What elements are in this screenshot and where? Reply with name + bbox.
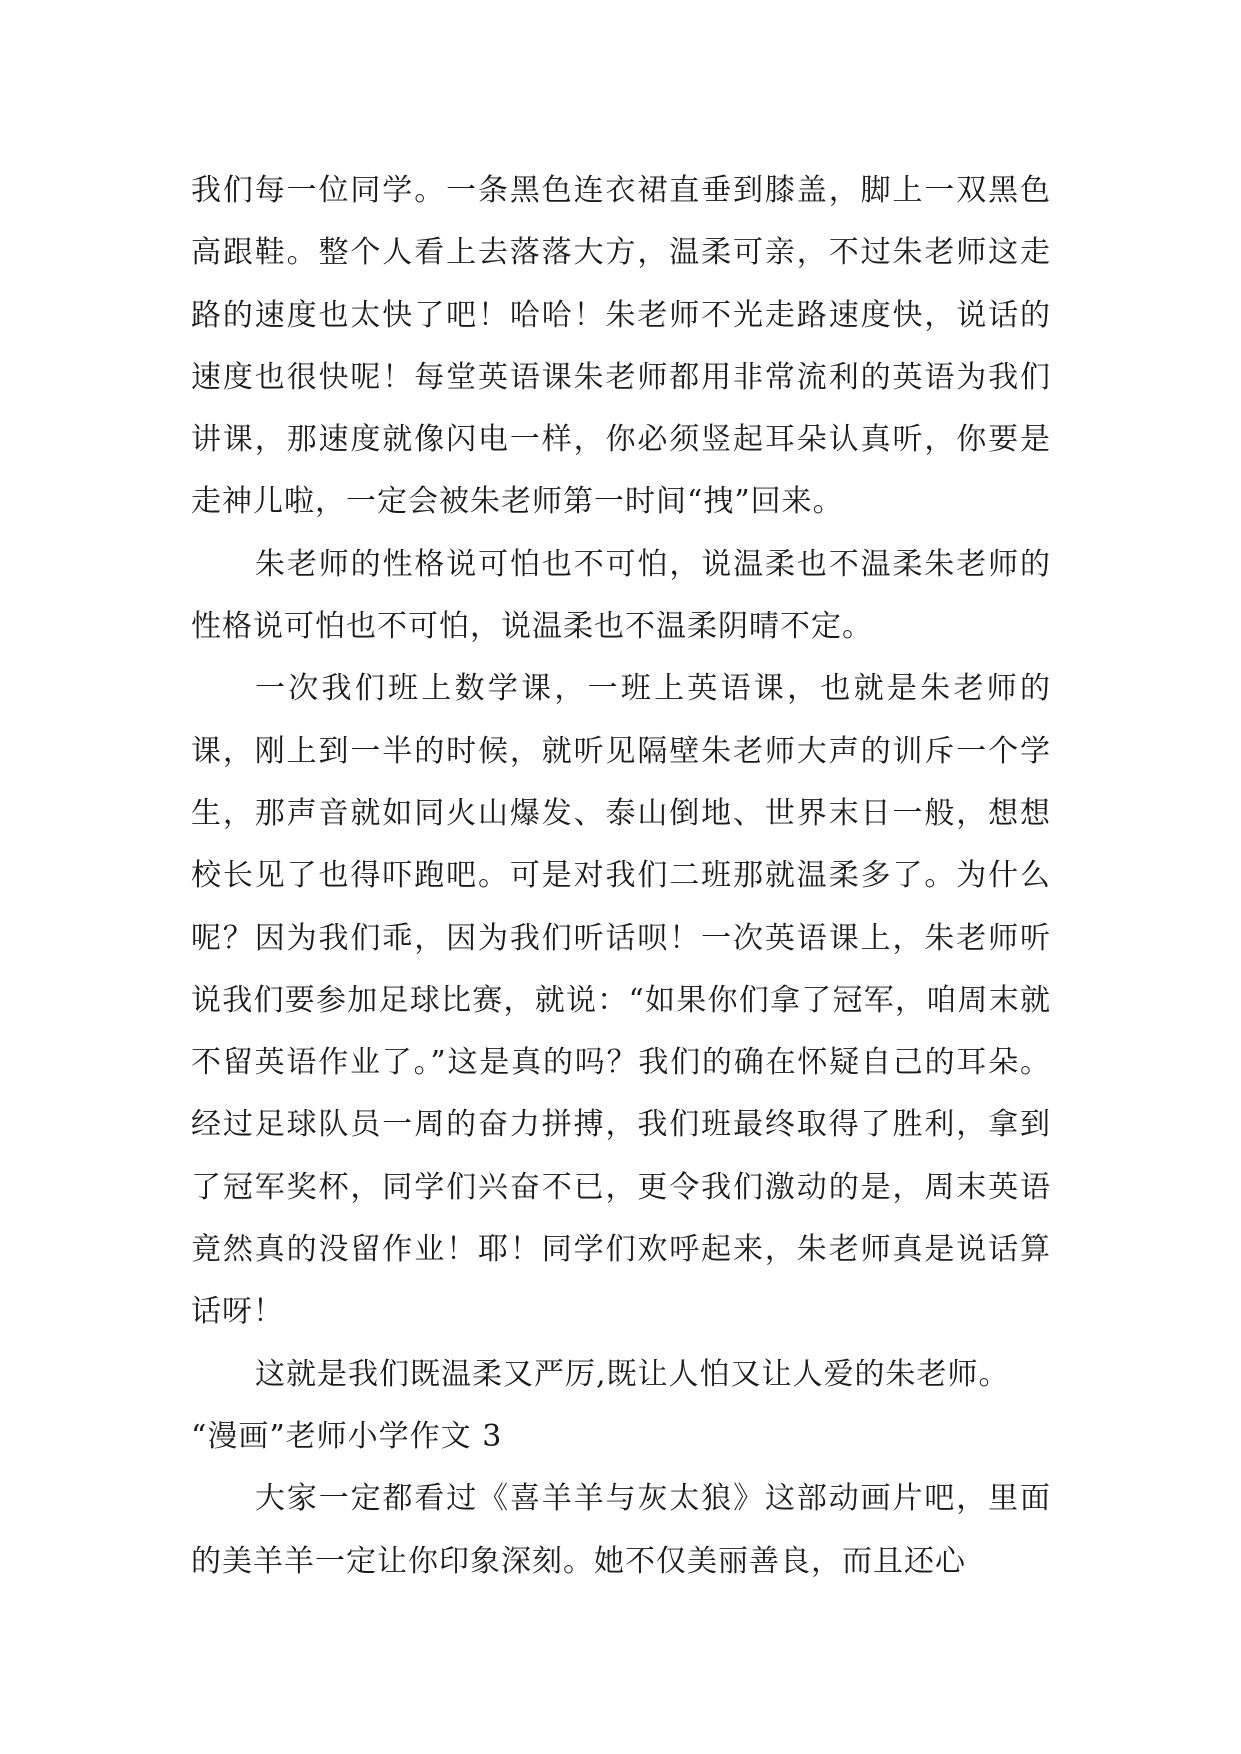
- paragraph-teacher-appearance: 我们每一位同学。一条黑色连衣裙直垂到膝盖，脚上一双黑色高跟鞋。整个人看上去落落大方，温柔可亲，不过朱老师这走路的速度也太快了吧！哈哈！朱老师不光走路速度快，说话的速度也很快呢！每堂英语课朱老师都用非常流利的英语为我们讲课，那速度就像闪电一样，你必须竖起耳朵认真听，你要是走神儿啦，一定会被朱老师第一时间“拽”回来。: [191, 173, 1051, 520]
- document-body: [191, 160, 1051, 1593]
- paragraph-football-story: 一次我们班上数学课，一班上英语课，也就是朱老师的课，刚上到一半的时候，就听见隔壁朱老师大声的训斥一个学生，那声音就如同火山爆发、泰山倒地、世界末日一般，想想校长见了也得吓跑吧。可是对我们二班那就温柔多了。为什么呢？因为我们乖，因为我们听话呗！一次英语课上，朱老师听说我们要参加足球比赛，就说：“如果你们拿了冠军，咱周末就不留英语作业了。”这是真的吗？我们的确在怀疑自己的耳朵。经过足球队员一周的奋力拼搏，我们班最终取得了胜利，拿到了冠军奖杯，同学们兴奋不已，更令我们激动的是，周末英语竟然真的没留作业！耶！同学们欢呼起来，朱老师真是说话算话呀！: [191, 671, 1051, 1330]
- paragraph-conclusion: 这就是我们既温柔又严厉,既让人怕又让人爱的朱老师。: [255, 1356, 1010, 1392]
- essay-heading: “漫画”老师小学作文 3: [191, 1418, 503, 1454]
- paragraph-cartoon-intro: 大家一定都看过《喜羊羊与灰太狼》这部动画片吧，里面的美羊羊一定让你印象深刻。她不仅美丽善良，而且还心: [191, 1481, 1051, 1579]
- paragraph-teacher-personality: 朱老师的性格说可怕也不可怕，说温柔也不温柔朱老师的性格说可怕也不可怕，说温柔也不温柔阴晴不定。: [191, 546, 1051, 645]
